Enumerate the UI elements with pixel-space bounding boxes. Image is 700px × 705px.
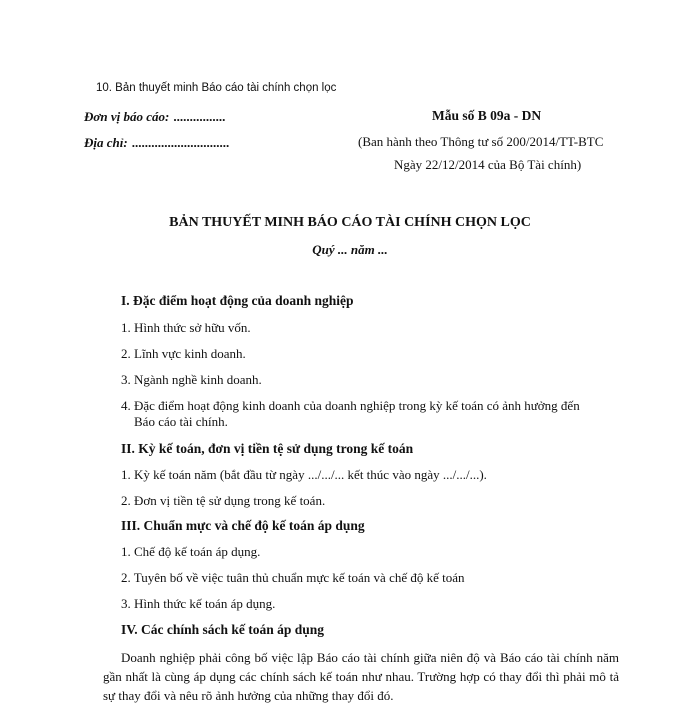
section-2-item-1: 1. Kỳ kế toán năm (bắt đầu từ ngày .../.../... kết thúc vào ngày .../.../...). — [121, 467, 487, 482]
reporting-unit-value: ................ — [173, 109, 226, 124]
section-heading-3: III. Chuẩn mực và chế độ kế toán áp dụng — [121, 518, 365, 533]
section-1-item-2: 2. Lĩnh vực kinh doanh. — [121, 346, 246, 361]
issued-by-line-2: Ngày 22/12/2014 của Bộ Tài chính) — [394, 157, 582, 172]
document-caption: 10. Bản thuyết minh Báo cáo tài chính chọn lọc — [96, 82, 337, 94]
section-3-item-2: 2. Tuyên bố về việc tuân thủ chuẩn mực kế toán và chế độ kế toán — [121, 570, 465, 585]
section-1-item-4-continued: Báo cáo tài chính. — [134, 414, 228, 429]
section-heading-2: II. Kỳ kế toán, đơn vị tiền tệ sử dụng trong kế toán — [121, 441, 414, 456]
address-line — [84, 134, 229, 152]
reporting-unit-label: Đơn vị báo cáo: — [84, 109, 170, 124]
section-2-item-2: 2. Đơn vị tiền tệ sử dụng trong kế toán. — [121, 493, 326, 508]
document-title: BẢN THUYẾT MINH BÁO CÁO TÀI CHÍNH CHỌN LỌC — [169, 215, 531, 230]
section-1-item-3: 3. Ngành nghề kinh doanh. — [121, 372, 262, 387]
section-1-item-4: 4. Đặc điểm hoạt động kinh doanh của doanh nghiệp trong kỳ kế toán có ảnh hưởng đến — [121, 398, 580, 413]
section-heading-4: IV. Các chính sách kế toán áp dụng — [121, 622, 325, 637]
section-1-item-1: 1. Hình thức sở hữu vốn. — [121, 320, 251, 335]
section-3-item-1: 1. Chế độ kế toán áp dụng. — [121, 544, 261, 559]
section-3-item-3: 3. Hình thức kế toán áp dụng. — [121, 596, 276, 611]
address-label: Địa chỉ: — [84, 135, 128, 150]
document-subtitle: Quý ... năm ... — [312, 242, 388, 257]
section-4-paragraph: Doanh nghiệp phải công bố việc lập Báo cáo tài chính giữa niên độ và Báo cáo tài chính năm gần nhất là cùng áp dụng các chính sách kế toán như nhau. Trường hợp có thay đổi thì phải mô tả sự thay đổi và nêu rõ ảnh hưởng của những thay đổi đó. — [103, 650, 619, 703]
section-heading-1: I. Đặc điểm hoạt động của doanh nghiệp — [121, 293, 354, 308]
reporting-unit-line — [84, 108, 225, 126]
address-value: .............................. — [131, 135, 230, 150]
issued-by-line-1: (Ban hành theo Thông tư số 200/2014/TT-BTC — [358, 134, 604, 149]
form-code: Mẫu số B 09a - DN — [432, 108, 542, 123]
